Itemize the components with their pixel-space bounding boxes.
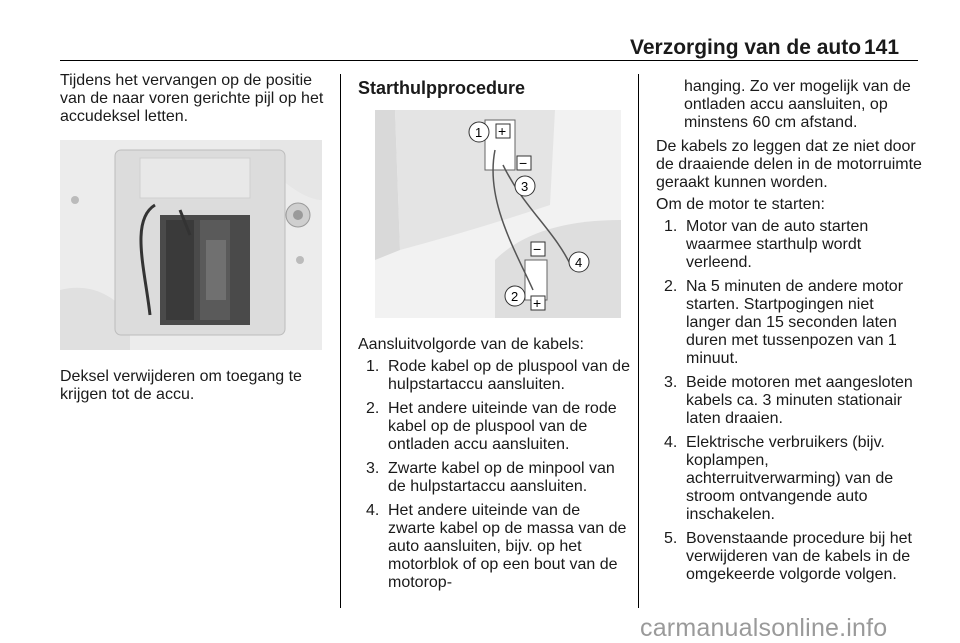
callout-minus-bottom: − <box>533 241 542 257</box>
column-divider-left <box>340 74 341 608</box>
section-title: Verzorging van de auto <box>630 36 862 59</box>
list-item: 5. Bovenstaande procedure bij het verwijderen van de kabels in de omgekeerde volgorde volgen. <box>664 530 912 583</box>
callout-1: 1 <box>475 125 483 140</box>
header-rule <box>60 60 918 61</box>
site-watermark: carmanualsonline.info <box>640 614 888 642</box>
remove-cover-caption: Deksel verwijderen om toegang te krijgen tot de accu. <box>60 368 302 403</box>
callout-3: 3 <box>521 179 529 194</box>
jump-start-illustration <box>375 110 621 318</box>
battery-cover-photo <box>60 140 322 350</box>
callout-minus-top: − <box>519 155 528 171</box>
list-item: 2. Na 5 minuten de andere motor starten. Startpogingen niet langer dan 15 seconden laten duren met tussenpozen van 1 minuut. <box>664 278 904 367</box>
page-header <box>0 14 960 59</box>
list-item: 1. Motor van de auto starten waarmee starthulp wordt verleend. <box>664 218 869 271</box>
list-item: 4. Het andere uiteinde van de zwarte kabel op de massa van de auto aansluiten, bijv. op het motorblok of op een bout van de motorop- <box>366 502 627 591</box>
list-item: 2. Het andere uiteinde van de rode kabel op de pluspool van de ontladen accu aansluiten. <box>366 400 617 453</box>
battery-compartment-illustration <box>60 140 322 350</box>
list-item: 3. Zwarte kabel op de minpool van de hulpstartaccu aansluiten. <box>366 460 615 495</box>
callout-2: 2 <box>511 289 519 304</box>
callout-4: 4 <box>575 255 583 270</box>
callout-plus-bottom: + <box>533 295 542 311</box>
cable-routing-note: De kabels zo leggen dat ze niet door de draaiende delen in de motorruimte geraakt kunnen worden. <box>656 138 922 191</box>
connection-steps-list <box>358 358 630 598</box>
step4-continuation: hanging. Zo ver mogelijk van de ontladen accu aansluiten, op minstens 60 cm afstand. <box>684 78 911 131</box>
callout-plus-top: + <box>498 123 507 139</box>
list-item: 4. Elektrische verbruikers (bijv. koplampen, achterruitverwarming) van de stroom ontvangende auto inschakelen. <box>664 434 894 523</box>
list-item: 1. Rode kabel op de pluspool van de hulpstartaccu aansluiten. <box>366 358 630 393</box>
jump-start-heading: Starthulpprocedure <box>358 78 526 98</box>
start-steps-list <box>656 218 922 590</box>
page-number: 141 <box>864 36 900 59</box>
battery-cover-intro: Tijdens het vervangen op de positie van de naar voren gerichte pijl op het accudeksel letten. <box>60 72 324 125</box>
jump-start-diagram <box>375 110 621 318</box>
start-engine-intro: Om de motor te starten: <box>656 196 825 213</box>
connection-order-intro: Aansluitvolgorde van de kabels: <box>358 336 584 353</box>
column-divider-right <box>638 74 639 608</box>
list-item: 3. Beide motoren met aangesloten kabels ca. 3 minuten stationair laten draaien. <box>664 374 913 427</box>
